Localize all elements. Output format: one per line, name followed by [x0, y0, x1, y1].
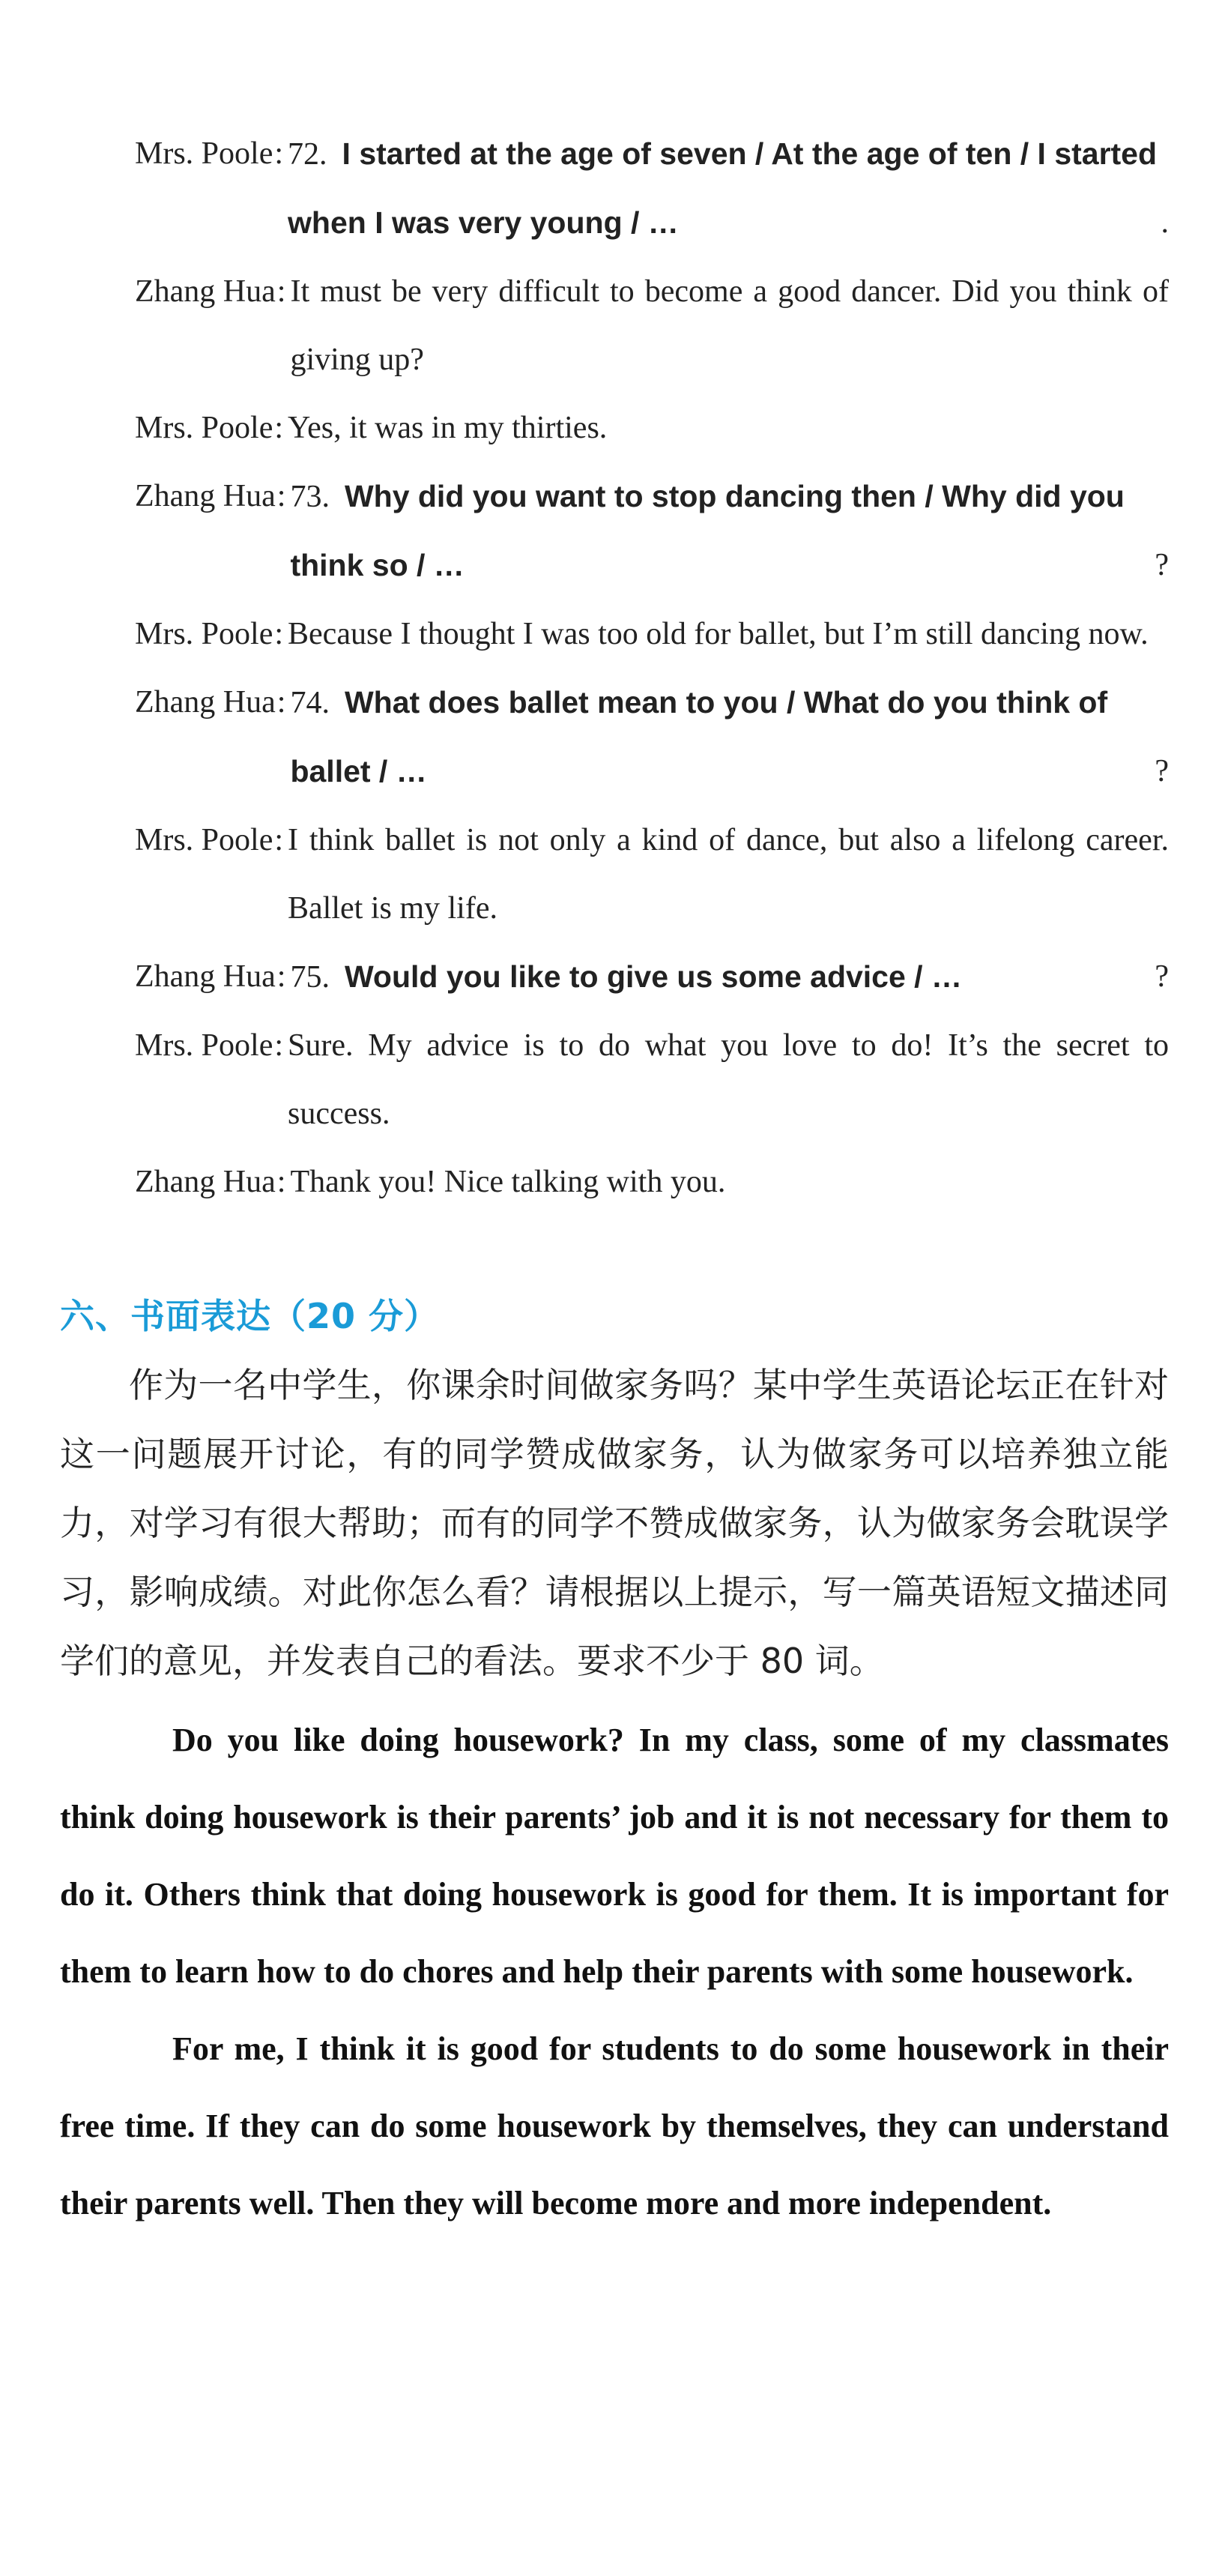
- dialogue-line: It must be very difficult to become a good dancer. Did you think of giving up?: [290, 274, 1169, 377]
- dialogue-line: [290, 943, 1169, 1012]
- dialogue-turn: [135, 1148, 1169, 1216]
- dialogue-line: [290, 462, 1169, 600]
- speaker-name: Mrs. Poole:: [135, 617, 284, 651]
- speaker-name: Mrs. Poole:: [135, 823, 284, 857]
- line-end-mark: .: [1161, 205, 1169, 240]
- dialogue-line: [288, 120, 1169, 258]
- essay-paragraph: Do you like doing housework? In my class, some of my classmates think doing housework is their parents’ job and it is not necessary for them to do it. Others think that doing housework is good for them. It is important for them to learn how to do chores and help their parents with some housework.: [60, 1722, 1169, 1990]
- dialogue-turn: [135, 943, 1169, 1012]
- dialogue-turn: [135, 806, 1169, 943]
- dialogue-line: I think ballet is not only a kind of dance, but also a lifelong career. Ballet is my life.: [288, 823, 1169, 926]
- answer-text: What does ballet mean to you / What do you think of ballet / …: [290, 685, 1108, 788]
- speaker-name: Mrs. Poole:: [135, 1028, 284, 1063]
- dialogue-line: [290, 669, 1169, 806]
- dialogue-turn: [135, 462, 1169, 600]
- dialogue-turn: [135, 1012, 1169, 1148]
- speaker-name: Mrs. Poole:: [135, 136, 284, 171]
- speaker-name: Zhang Hua:: [135, 685, 286, 720]
- dialogue-line: Thank you! Nice talking with you.: [290, 1165, 726, 1199]
- section-heading: 六、书面表达（20 分）: [60, 1296, 440, 1336]
- dialogue-line: Because I thought I was too old for ballet, but I’m still dancing now.: [288, 617, 1149, 651]
- dialogue-line: Sure. My advice is to do what you love to do! It’s the secret to success.: [288, 1028, 1169, 1131]
- dialogue: [135, 120, 1169, 1216]
- question-number: 73.: [290, 480, 330, 514]
- dialogue-turn: [135, 120, 1169, 258]
- speaker-name: Mrs. Poole:: [135, 411, 284, 445]
- speaker-name: Zhang Hua:: [135, 959, 286, 994]
- speaker-name: Zhang Hua:: [135, 274, 286, 309]
- dialogue-turn: [135, 258, 1169, 394]
- line-end-mark: ?: [1155, 959, 1169, 994]
- answer-text: Would you like to give us some advice / …: [344, 959, 962, 994]
- speaker-name: Zhang Hua:: [135, 1165, 286, 1199]
- line-end-mark: ?: [1155, 548, 1169, 582]
- question-number: 72.: [288, 137, 327, 172]
- dialogue-turn: [135, 394, 1169, 462]
- dialogue-line: Yes, it was in my thirties.: [288, 411, 608, 445]
- sample-essay: [60, 1701, 1169, 2242]
- answer-text: I started at the age of seven / At the age of ten / I started when I was very young / …: [288, 136, 1158, 240]
- line-end-mark: ?: [1155, 754, 1169, 788]
- writing-prompt: 作为一名中学生，你课余时间做家务吗？某中学生英语论坛正在针对这一问题展开讨论，有的同学赞成做家务，认为做家务可以培养独立能力，对学习有很大帮助；而有的同学不赞成做家务，认为做家务会耽误学习，影响成绩。对此你怎么看？请根据以上提示，写一篇英语短文描述同学们的意见，并发表自己的看法。要求不少于 80 词。: [60, 1365, 1169, 1681]
- dialogue-turn: [135, 669, 1169, 806]
- question-number: 75.: [290, 960, 330, 995]
- dialogue-turn: [135, 600, 1169, 669]
- speaker-name: Zhang Hua:: [135, 479, 286, 513]
- question-number: 74.: [290, 686, 330, 720]
- essay-paragraph: For me, I think it is good for students to do some housework in their free time. If they can do some housework by themselves, they can understand their parents well. Then they will become more and more independent.: [60, 2030, 1169, 2221]
- answer-text: Why did you want to stop dancing then / Why did you think so / …: [290, 479, 1125, 582]
